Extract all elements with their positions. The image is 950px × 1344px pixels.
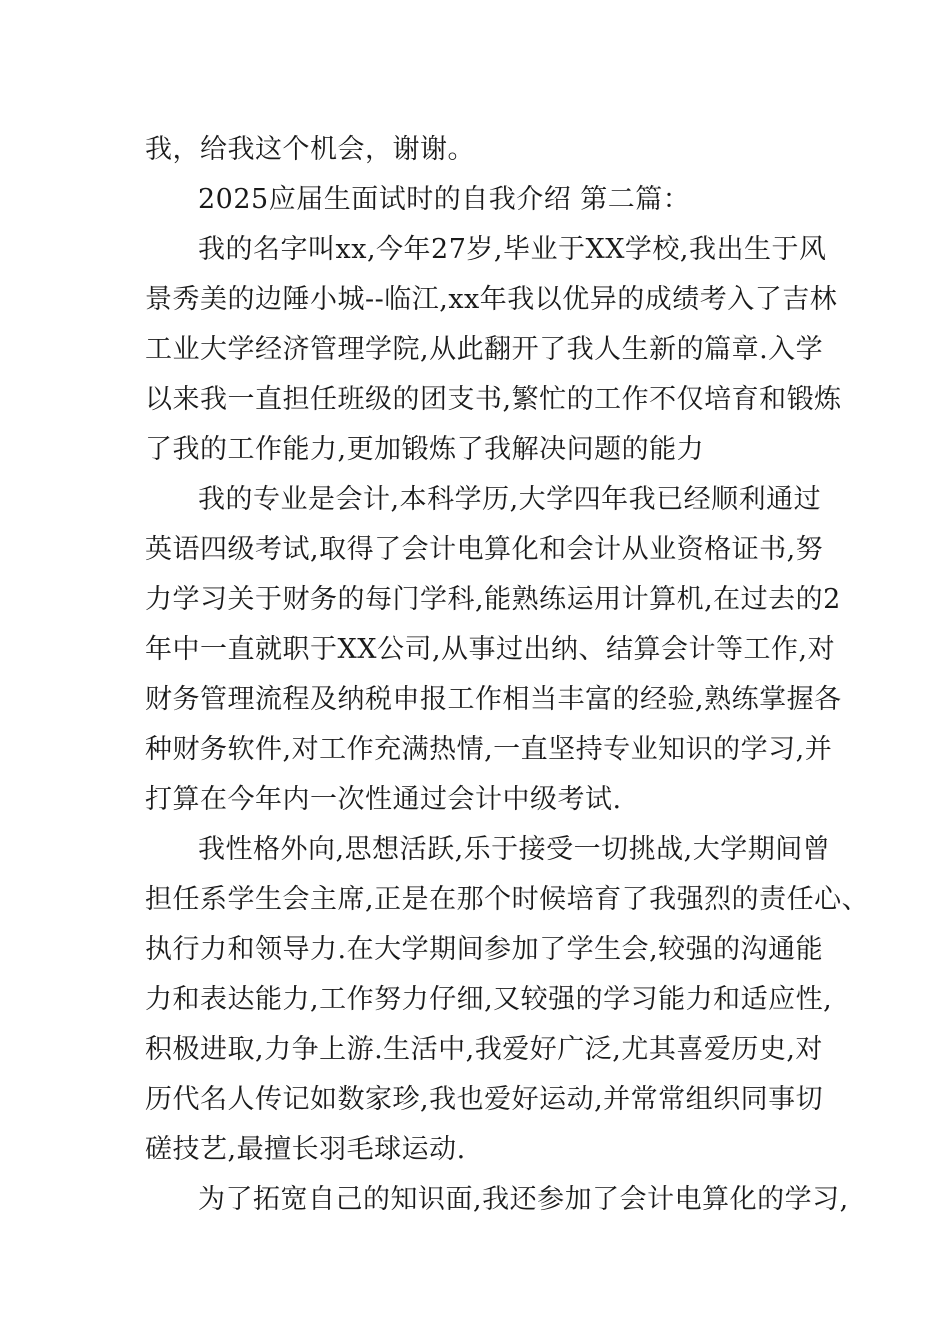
text-line: 力学习关于财务的每门学科,能熟练运用计算机,在过去的2: [145, 584, 841, 615]
text-line: 担任系学生会主席,正是在那个时候培育了我强烈的责任心、: [145, 884, 870, 915]
text-line: 力和表达能力,工作努力仔细,又较强的学习能力和适应性,: [145, 984, 833, 1015]
text-line: 我性格外向,思想活跃,乐于接受一切挑战,大学期间曾: [198, 834, 831, 865]
text-line: 以来我一直担任班级的团支书,繁忙的工作不仅培育和锻炼: [145, 384, 842, 415]
text-line: 历代名人传记如数家珍,我也爱好运动,并常常组织同事切: [145, 1084, 824, 1115]
text-line: 种财务软件,对工作充满热情,一直坚持专业知识的学习,并: [145, 734, 833, 765]
text-line: 我的名字叫xx,今年27岁,毕业于XX学校,我出生于风: [198, 234, 827, 265]
text-line: 景秀美的边陲小城--临江,xx年我以优异的成绩考入了吉林: [145, 284, 838, 315]
text-line: 积极进取,力争上游.生活中,我爱好广泛,尤其喜爱历史,对: [145, 1034, 823, 1065]
text-line: 了我的工作能力,更加锻炼了我解决问题的能力: [145, 434, 705, 465]
text-line: 执行力和领导力.在大学期间参加了学生会,较强的沟通能: [145, 934, 824, 965]
section-heading: 2025应届生面试时的自我介绍 第二篇：: [198, 184, 691, 215]
text-line: 年中一直就职于XX公司,从事过出纳、结算会计等工作,对: [145, 634, 836, 665]
text-line: 财务管理流程及纳税申报工作相当丰富的经验,熟练掌握各: [145, 684, 842, 715]
text-line: 我，给我这个机会，谢谢。: [145, 134, 475, 165]
text-line: 工业大学经济管理学院,从此翻开了我人生新的篇章.入学: [145, 334, 824, 365]
text-line: 我的专业是会计,本科学历,大学四年我已经顺利通过: [198, 484, 822, 515]
text-line: 英语四级考试,取得了会计电算化和会计从业资格证书,努: [145, 534, 824, 565]
text-line: 为了拓宽自己的知识面,我还参加了会计电算化的学习,: [198, 1184, 849, 1215]
text-line: 打算在今年内一次性通过会计中级考试.: [145, 784, 622, 815]
text-line: 磋技艺,最擅长羽毛球运动.: [145, 1134, 466, 1165]
